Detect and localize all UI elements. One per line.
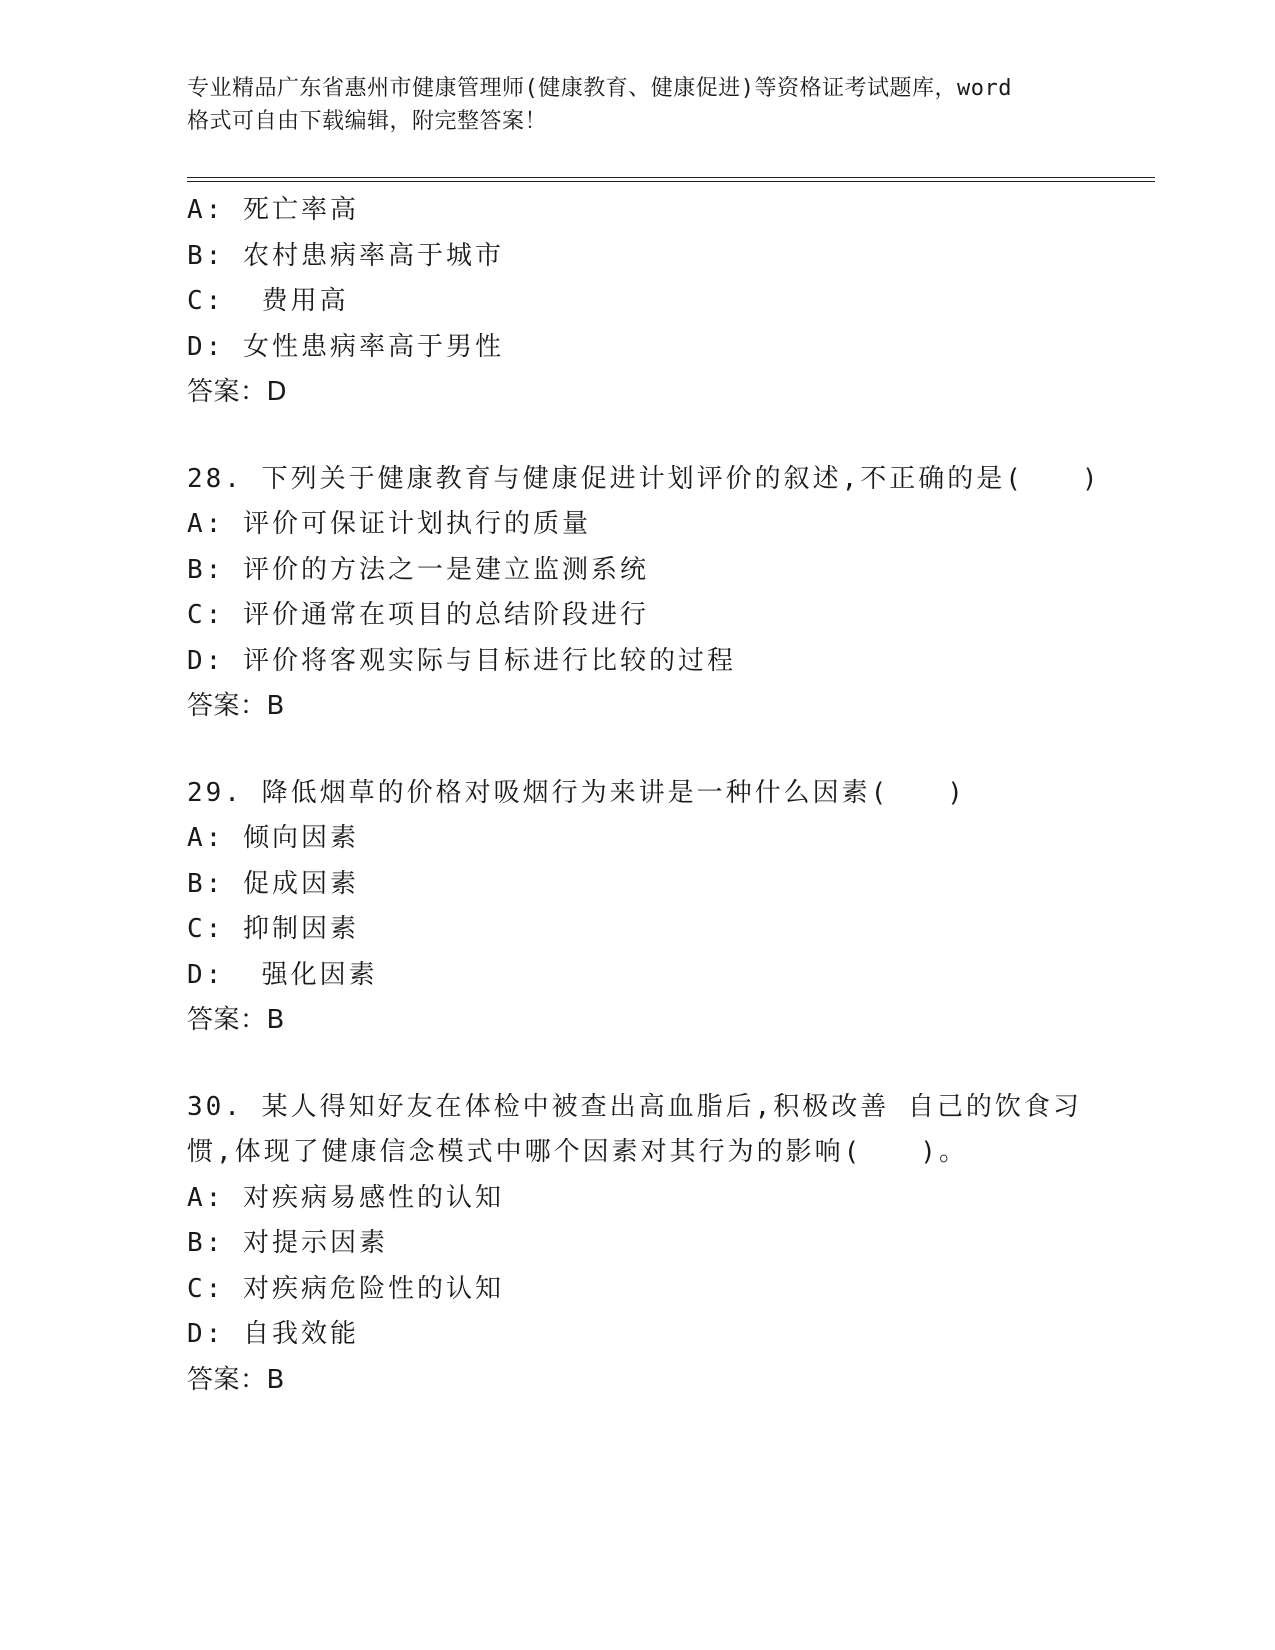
option-a: A: 评价可保证计划执行的质量 bbox=[187, 509, 591, 539]
option-b: B: 评价的方法之一是建立监测系统 bbox=[187, 554, 649, 585]
answer-label: 答案：D bbox=[187, 377, 288, 407]
header-line-2: 格式可自由下载编辑，附完整答案！ bbox=[187, 109, 548, 134]
question-list bbox=[187, 188, 1137, 1403]
answer-label: 答案：B bbox=[187, 691, 285, 721]
option-d: D: 评价将客观实际与目标进行比较的过程 bbox=[187, 645, 736, 676]
answer-label: 答案：B bbox=[187, 1364, 285, 1395]
question-block-28 bbox=[187, 457, 1137, 730]
header-line-1: 专业精品广东省惠州市健康管理师(健康教育、健康促进)等资格证考试题库，word bbox=[187, 76, 1012, 101]
page-header bbox=[187, 72, 1097, 138]
option-a: A: 对疾病易感性的认知 bbox=[187, 1182, 504, 1213]
header-divider bbox=[187, 177, 1155, 182]
question-stem: 28. 下列关于健康教育与健康促进计划评价的叙述,不正确的是( ) bbox=[187, 463, 1101, 494]
option-c: C: 费用高 bbox=[187, 286, 349, 316]
option-a: A: 死亡率高 bbox=[187, 195, 359, 225]
option-b: B: 对提示因素 bbox=[187, 1228, 388, 1258]
question-block-30 bbox=[187, 1085, 1137, 1404]
question-stem-line-1: 30. 某人得知好友在体检中被查出高血脂后,积极改善 自己的饮食习 bbox=[187, 1091, 1082, 1122]
question-stem-line-2: 惯,体现了健康信念模式中哪个因素对其行为的影响( )。 bbox=[187, 1137, 968, 1167]
question-stem: 29. 降低烟草的价格对吸烟行为来讲是一种什么因素( ) bbox=[187, 777, 966, 808]
option-b: B: 农村患病率高于城市 bbox=[187, 240, 504, 271]
option-d: D: 强化因素 bbox=[187, 959, 378, 990]
question-block-29 bbox=[187, 771, 1137, 1044]
option-c: C: 抑制因素 bbox=[187, 914, 359, 944]
option-c: C: 对疾病危险性的认知 bbox=[187, 1273, 504, 1304]
option-d: D: 女性患病率高于男性 bbox=[187, 331, 504, 362]
answer-label: 答案：B bbox=[187, 1005, 285, 1035]
option-b: B: 促成因素 bbox=[187, 868, 359, 899]
option-a: A: 倾向因素 bbox=[187, 823, 359, 853]
option-c: C: 评价通常在项目的总结阶段进行 bbox=[187, 600, 649, 630]
option-d: D: 自我效能 bbox=[187, 1319, 359, 1349]
question-block-prev bbox=[187, 188, 1137, 416]
